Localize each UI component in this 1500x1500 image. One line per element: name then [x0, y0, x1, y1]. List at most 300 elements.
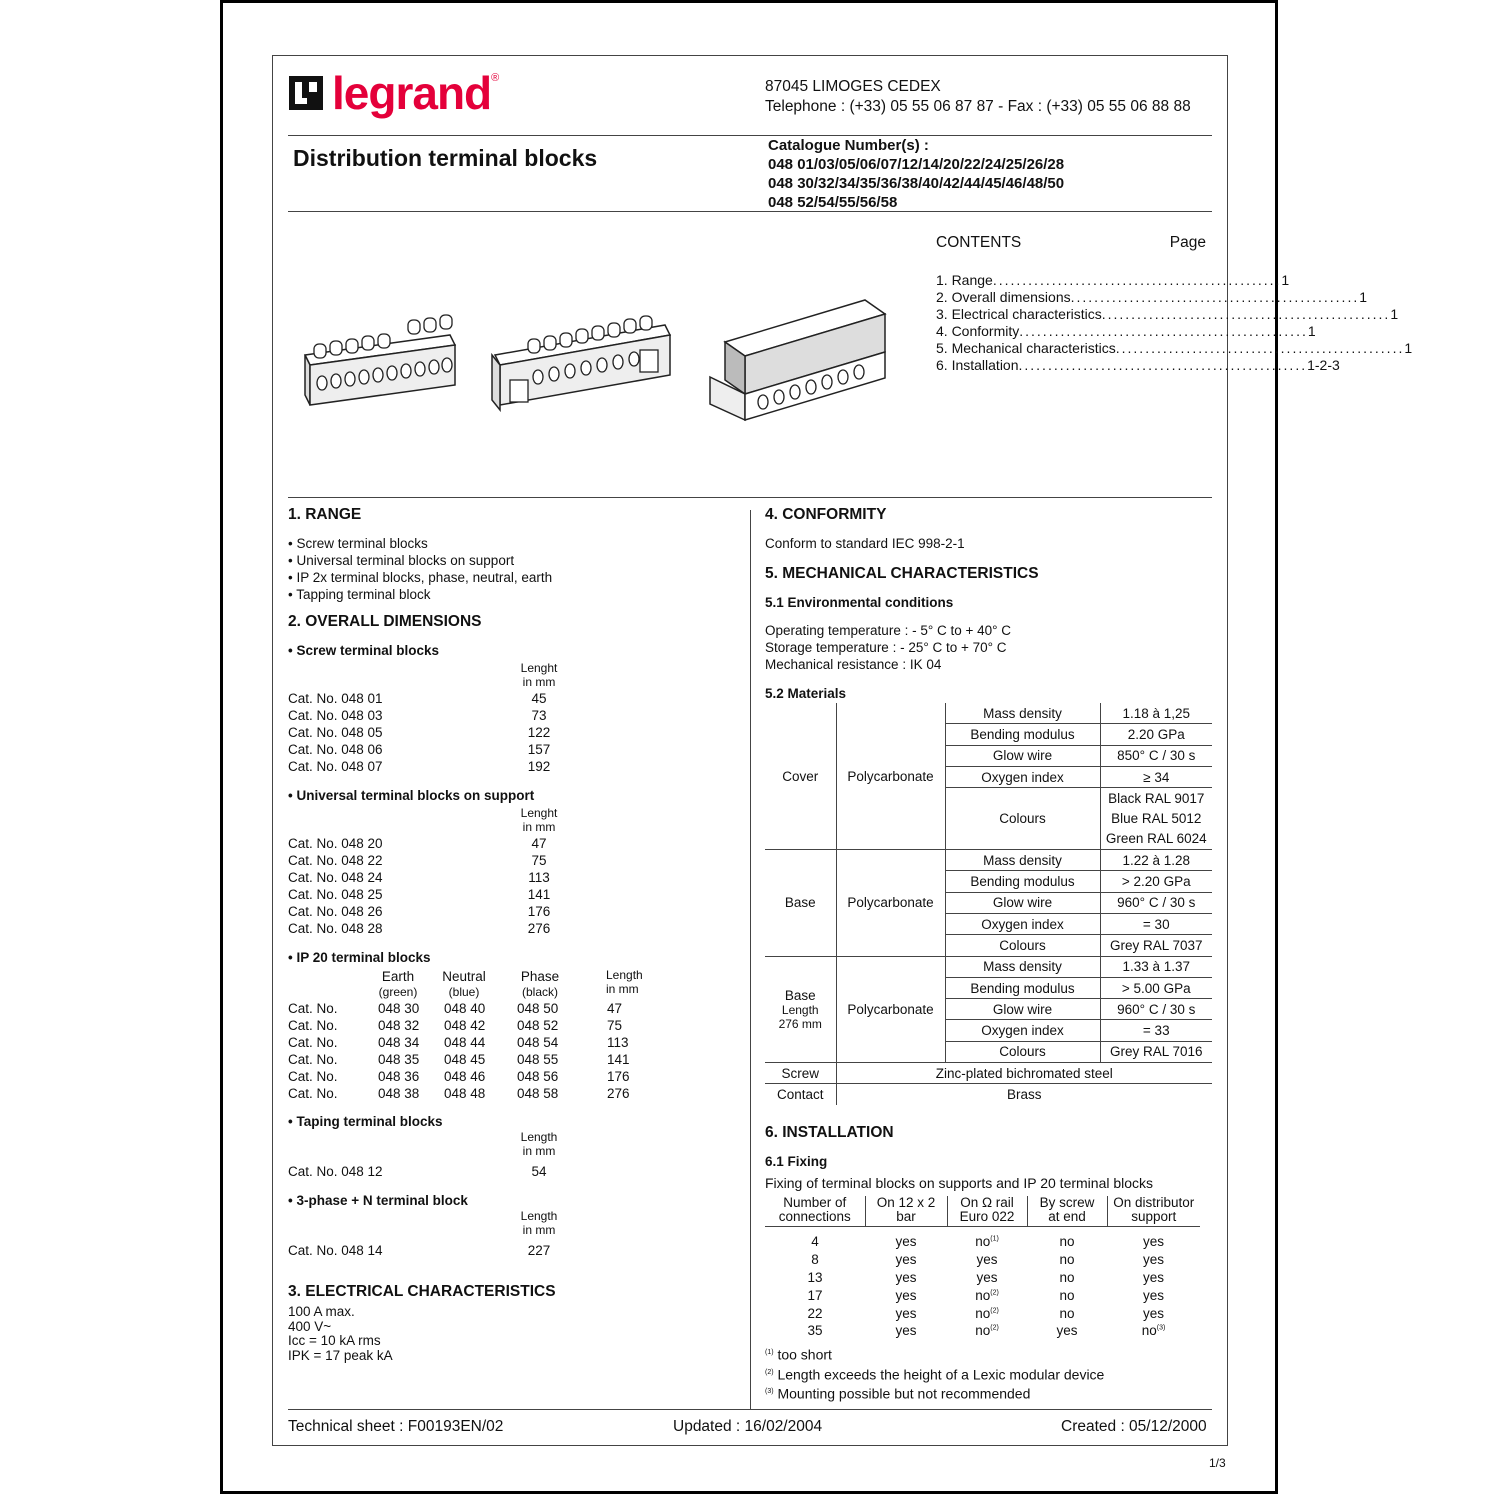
- cat-label: Cat. No.: [288, 1035, 338, 1050]
- technical-sheet-ref: Technical sheet : F00193EN/02: [288, 1418, 504, 1435]
- column-header: [1107, 1196, 1200, 1227]
- property-value: Grey RAL 7037: [1100, 935, 1212, 956]
- rail-value: no: [975, 1287, 991, 1303]
- length-value: 75: [607, 1018, 623, 1033]
- cat-label: Cat. No.: [288, 1052, 338, 1067]
- rail-cell: [947, 1286, 1027, 1304]
- cat-number: Cat. No. 048 25: [288, 887, 383, 902]
- toc-entry[interactable]: 4. Conformity ................................................. 1: [936, 323, 1316, 339]
- material-base-276: Polycarbonate: [836, 956, 945, 1062]
- contents-title: CONTENTS: [936, 234, 1022, 251]
- property-value: 1.18 à 1,25: [1100, 703, 1212, 724]
- dist-value: yes: [1142, 1287, 1164, 1303]
- header-line: at end: [1048, 1209, 1086, 1224]
- universal-blocks-table: [288, 835, 578, 937]
- dist-cell: [1107, 1251, 1200, 1269]
- part-note: 276 mm: [778, 1016, 822, 1031]
- table-row: [288, 741, 578, 758]
- header-colour: (green): [378, 985, 418, 999]
- table-row: [765, 1269, 1200, 1287]
- table-row: [765, 1322, 1200, 1340]
- rail-cell: [947, 1322, 1027, 1340]
- length-header: [500, 1130, 578, 1158]
- page-number: 1/3: [1209, 1456, 1226, 1470]
- header-line: connections: [778, 1209, 851, 1224]
- footnote-ref: (2): [990, 1324, 999, 1332]
- screw-blocks-title: • Screw terminal blocks: [288, 643, 440, 658]
- connections-count: 22: [807, 1305, 823, 1321]
- divider: [288, 497, 1212, 498]
- table-header-row: [765, 1196, 1200, 1227]
- section-mechanical-title: 5. MECHANICAL CHARACTERISTICS: [765, 565, 1039, 582]
- header-line: Number of: [783, 1195, 847, 1210]
- table-row: [765, 1084, 1212, 1105]
- header-colour: (black): [521, 985, 558, 999]
- footnote-ref: (2): [990, 1307, 999, 1315]
- screw-value: no: [1059, 1234, 1075, 1250]
- rail-cell: [947, 1251, 1027, 1269]
- catalogue-label: Catalogue Number(s) :: [768, 137, 929, 154]
- contents-page-label: Page: [1169, 234, 1206, 251]
- section-range-title: 1. RANGE: [288, 506, 362, 523]
- screw-value: no: [1059, 1252, 1075, 1268]
- range-item: • Screw terminal blocks: [288, 536, 428, 551]
- environment-title: 5.1 Environmental conditions: [765, 595, 954, 610]
- electrical-line: Icc = 10 kA rms: [288, 1333, 381, 1348]
- ip20-header-length: [606, 968, 666, 996]
- table-row: [288, 1163, 578, 1180]
- length-value: 113: [528, 870, 550, 885]
- table-row: [288, 920, 578, 937]
- cat-label: Cat. No.: [288, 1018, 338, 1033]
- screw-blocks-table: [288, 690, 578, 775]
- property-name: Mass density: [945, 850, 1100, 871]
- property-name: Bending modulus: [945, 724, 1100, 745]
- threephase-block-title: • 3-phase + N terminal block: [288, 1193, 468, 1208]
- table-row: [765, 1304, 1200, 1322]
- property-value: > 5.00 GPa: [1100, 977, 1212, 998]
- table-row: [288, 1034, 630, 1051]
- part-screw: Screw: [765, 1063, 836, 1084]
- footnote: [765, 1364, 1104, 1384]
- phase-number: 048 56: [517, 1069, 559, 1084]
- footnote-ref: (3): [1156, 1324, 1166, 1332]
- cat-number: Cat. No. 048 14: [288, 1243, 383, 1258]
- header-label: Length: [606, 968, 643, 982]
- neutral-number: 048 42: [444, 1018, 486, 1033]
- rail-value: no: [975, 1323, 991, 1339]
- rail-cell: [947, 1233, 1027, 1251]
- screw-terminal-block-illustration: [300, 300, 460, 410]
- length-value: 122: [527, 725, 551, 740]
- material-cover: Polycarbonate: [836, 703, 945, 850]
- rail-value: yes: [976, 1269, 998, 1285]
- toc-entry-label: 1. Range: [936, 272, 993, 288]
- toc-entry[interactable]: 5. Mechanical characteristics ................................................. 1: [936, 340, 1413, 356]
- neutral-number: 048 44: [444, 1035, 486, 1050]
- length-header-unit: in mm: [522, 675, 556, 689]
- table-row: [288, 690, 578, 707]
- section-conformity-title: 4. CONFORMITY: [765, 506, 887, 523]
- property-value: 2.20 GPa: [1100, 724, 1212, 745]
- cat-label: Cat. No.: [288, 1001, 338, 1016]
- length-value: 192: [527, 759, 551, 774]
- company-address: [765, 77, 1191, 117]
- length-value: 47: [531, 836, 547, 851]
- screw-value: no: [1059, 1305, 1075, 1321]
- created-date: Created : 05/12/2000: [1061, 1418, 1207, 1435]
- bar-value: yes: [895, 1269, 917, 1285]
- section-dimensions-title: 2. OVERALL DIMENSIONS: [288, 613, 482, 630]
- ip20-header-neutral: [434, 968, 494, 999]
- footnote-mark: (2): [765, 1368, 774, 1376]
- connections-count: 35: [807, 1323, 823, 1339]
- part-name: Base: [784, 987, 816, 1003]
- toc-entry-label: 3. Electrical characteristics: [936, 306, 1102, 322]
- divider: [288, 1409, 1212, 1410]
- property-name: Mass density: [945, 703, 1100, 724]
- toc-entry-label: 5. Mechanical characteristics: [936, 340, 1116, 356]
- bar-value: yes: [895, 1323, 917, 1339]
- length-header: [500, 806, 578, 834]
- fixing-text: Fixing of terminal blocks on supports and IP 20 terminal blocks: [765, 1175, 1154, 1191]
- contact-line: Telephone : (+33) 05 55 06 87 87 - Fax : (+33) 05 55 06 88 88: [765, 98, 1191, 115]
- cat-label: Cat. No.: [288, 1069, 338, 1084]
- ip20-header-earth: [368, 968, 428, 999]
- cat-label: Cat. No.: [288, 1086, 338, 1101]
- header-line: On Ω rail: [960, 1195, 1014, 1210]
- earth-number: 048 34: [378, 1035, 420, 1050]
- header-label: Earth: [381, 969, 415, 984]
- length-value: 47: [607, 1001, 623, 1016]
- length-value: 75: [531, 853, 547, 868]
- header-line: On 12 x 2: [876, 1195, 936, 1210]
- contact-material: Brass: [836, 1084, 1212, 1105]
- catalogue-line: 048 52/54/55/56/58: [768, 194, 898, 211]
- toc-entry-label: 2. Overall dimensions: [936, 289, 1071, 305]
- ip20-blocks-table: [288, 1000, 630, 1102]
- part-cover: Cover: [765, 703, 836, 850]
- cat-number: Cat. No. 048 03: [288, 708, 383, 723]
- neutral-number: 048 48: [444, 1086, 486, 1101]
- toc-entry[interactable]: 2. Overall dimensions ................................................. 1: [936, 289, 1368, 305]
- property-name: Colours: [945, 1041, 1100, 1062]
- toc-entry-page: 1: [1404, 340, 1413, 356]
- property-value: 1.22 à 1.28: [1100, 850, 1212, 871]
- length-value: 157: [527, 742, 551, 757]
- colour-value: Blue RAL 5012: [1100, 808, 1212, 828]
- table-of-contents: [936, 234, 1413, 374]
- length-header: [500, 1209, 578, 1237]
- cat-number: Cat. No. 048 22: [288, 853, 383, 868]
- header-line: bar: [896, 1209, 916, 1224]
- divider: [288, 211, 1212, 212]
- cat-number: Cat. No. 048 12: [288, 1164, 383, 1179]
- table-row: [288, 903, 578, 920]
- toc-entry-page: 1: [1281, 272, 1290, 288]
- environment-line: Operating temperature : - 5° C to + 40° C: [765, 623, 1012, 638]
- length-value: 141: [527, 887, 551, 902]
- table-row: [765, 1233, 1200, 1251]
- property-name: Colours: [945, 788, 1100, 850]
- length-value: 227: [527, 1243, 551, 1258]
- rail-value: no: [975, 1305, 991, 1321]
- connections-count: 13: [807, 1269, 823, 1285]
- table-row: [288, 1051, 630, 1068]
- ip20-header-phase: [510, 968, 570, 999]
- catalogue-line: 048 30/32/34/35/36/38/40/42/44/45/46/48/50: [768, 175, 1065, 192]
- header-label: Phase: [520, 969, 560, 984]
- toc-entry-page: 1: [1307, 323, 1316, 339]
- part-note: Length: [781, 1002, 819, 1017]
- electrical-line: IPK = 17 peak kA: [288, 1347, 393, 1363]
- cat-number: Cat. No. 048 28: [288, 921, 383, 936]
- divider: [288, 135, 1212, 136]
- footnote-text: Length exceeds the height of a Lexic modular device: [777, 1366, 1105, 1383]
- length-header-line: Length: [520, 1130, 558, 1144]
- cat-number: Cat. No. 048 06: [288, 742, 383, 757]
- phase-number: 048 55: [517, 1052, 559, 1067]
- table-row: [288, 835, 578, 852]
- earth-number: 048 38: [378, 1086, 420, 1101]
- toc-entry-page: 1-2-3: [1307, 357, 1340, 373]
- table-row: [765, 1063, 1212, 1084]
- column-header: [1027, 1196, 1107, 1227]
- dist-cell: [1107, 1286, 1200, 1304]
- environment-line: Mechanical resistance : IK 04: [765, 657, 942, 672]
- length-value: 276: [607, 1086, 630, 1101]
- bar-value: yes: [895, 1234, 917, 1250]
- property-value: = 30: [1100, 913, 1212, 934]
- dist-cell: [1107, 1233, 1200, 1251]
- toc-entry[interactable]: 6. Installation ................................................. 1-2-3: [936, 357, 1340, 373]
- range-list: [288, 535, 552, 603]
- environment-line: Storage temperature : - 25° C to + 70° C: [765, 640, 1007, 655]
- table-row: [288, 1017, 630, 1034]
- table-row: [288, 1085, 630, 1102]
- phase-number: 048 54: [517, 1035, 559, 1050]
- dist-cell: [1107, 1269, 1200, 1287]
- earth-number: 048 35: [378, 1052, 420, 1067]
- brand-registered-mark: ®: [491, 72, 500, 84]
- length-value: 73: [531, 708, 547, 723]
- part-base: Base: [765, 850, 836, 956]
- dist-value: yes: [1142, 1269, 1164, 1285]
- header-line: On distributor: [1113, 1195, 1195, 1210]
- cat-number: Cat. No. 048 20: [288, 836, 383, 851]
- range-item: • Universal terminal blocks on support: [288, 553, 515, 568]
- property-name: Glow wire: [945, 745, 1100, 766]
- footnote-text: too short: [777, 1346, 832, 1363]
- column-divider: [750, 510, 751, 1410]
- table-row: [288, 886, 578, 903]
- section-electrical-title: 3. ELECTRICAL CHARACTERISTICS: [288, 1283, 556, 1300]
- cat-number: Cat. No. 048 26: [288, 904, 383, 919]
- taping-blocks-table: [288, 1163, 578, 1180]
- table-row: [765, 850, 1212, 871]
- footnote-mark: (1): [765, 1349, 774, 1356]
- table-row: [288, 852, 578, 869]
- earth-number: 048 30: [378, 1001, 420, 1016]
- part-base-276: [765, 956, 836, 1062]
- length-value: 176: [607, 1069, 630, 1084]
- property-name: Glow wire: [945, 999, 1100, 1020]
- materials-table: [765, 703, 1212, 1105]
- table-row: [288, 707, 578, 724]
- phase-number: 048 50: [517, 1001, 559, 1016]
- property-name: Colours: [945, 935, 1100, 956]
- toc-entry-label: 4. Conformity: [936, 323, 1020, 339]
- table-row: [765, 1286, 1200, 1304]
- brand-name: legrand: [332, 67, 492, 119]
- electrical-line: 100 A max.: [288, 1304, 355, 1319]
- conformity-text: Conform to standard IEC 998-2-1: [765, 536, 965, 551]
- toc-entry[interactable]: 1. Range ................................................. 1: [936, 272, 1290, 288]
- table-row: [288, 869, 578, 886]
- material-base: Polycarbonate: [836, 850, 945, 956]
- legrand-logo: [288, 67, 500, 119]
- length-header-line: Length: [520, 1209, 558, 1223]
- toc-entry-page: 1: [1359, 289, 1368, 305]
- neutral-number: 048 45: [444, 1052, 486, 1067]
- column-header: [865, 1196, 947, 1227]
- property-value: ≥ 34: [1100, 766, 1212, 787]
- bar-value: yes: [895, 1305, 917, 1321]
- dist-cell: [1107, 1322, 1200, 1340]
- phase-number: 048 58: [517, 1086, 559, 1101]
- length-value: 141: [607, 1052, 630, 1067]
- property-name: Oxygen index: [945, 913, 1100, 934]
- rail-cell: [947, 1269, 1027, 1287]
- length-value: 45: [531, 691, 547, 706]
- property-value: > 2.20 GPa: [1100, 871, 1212, 892]
- catalogue-numbers: [768, 136, 1064, 212]
- ip20-blocks-title: • IP 20 terminal blocks: [288, 950, 431, 965]
- environment-values: [765, 622, 1011, 673]
- length-header-line: Lenght: [520, 661, 558, 675]
- bar-value: yes: [895, 1287, 917, 1303]
- property-name: Oxygen index: [945, 766, 1100, 787]
- catalogue-line: 048 01/03/05/06/07/12/14/20/22/24/25/26/28: [768, 156, 1065, 173]
- part-contact: Contact: [776, 1086, 824, 1102]
- neutral-number: 048 46: [444, 1069, 486, 1084]
- connections-count: 4: [811, 1234, 819, 1250]
- table-row: [765, 703, 1212, 724]
- bar-value: yes: [895, 1252, 917, 1268]
- footnote: [765, 1383, 1104, 1403]
- rail-cell: [947, 1304, 1027, 1322]
- property-name: Mass density: [945, 956, 1100, 977]
- cat-number: Cat. No. 048 05: [288, 725, 383, 740]
- earth-number: 048 36: [378, 1069, 420, 1084]
- electrical-line: 400 V~: [288, 1318, 332, 1334]
- toc-entry-page: 1: [1390, 306, 1399, 322]
- footnote-mark: (3): [765, 1388, 774, 1396]
- column-header: [947, 1196, 1027, 1227]
- property-value: 850° C / 30 s: [1100, 745, 1212, 766]
- property-value: 960° C / 30 s: [1100, 892, 1212, 913]
- header-unit: in mm: [606, 982, 639, 996]
- header-line: support: [1131, 1209, 1177, 1224]
- connections-count: 8: [811, 1252, 819, 1268]
- fixing-table: [765, 1196, 1200, 1340]
- toc-entry-label: 6. Installation: [936, 357, 1019, 373]
- length-header: [500, 661, 578, 689]
- updated-date: Updated : 16/02/2004: [673, 1418, 823, 1435]
- dist-value: yes: [1142, 1305, 1164, 1321]
- length-header-unit: in mm: [522, 820, 556, 834]
- table-row: [765, 956, 1212, 977]
- property-name: Bending modulus: [945, 977, 1100, 998]
- dist-value: no: [1141, 1323, 1157, 1339]
- dist-value: yes: [1142, 1234, 1164, 1250]
- range-item: • Tapping terminal block: [288, 587, 431, 602]
- table-row: [288, 758, 578, 775]
- property-value: 960° C / 30 s: [1100, 999, 1212, 1020]
- cat-number: Cat. No. 048 24: [288, 870, 383, 885]
- length-value: 176: [527, 904, 551, 919]
- table-row: [288, 1068, 630, 1085]
- table-row: [765, 1251, 1200, 1269]
- length-value: 54: [531, 1164, 547, 1179]
- address-line: 87045 LIMOGES CEDEX: [765, 78, 941, 95]
- header-line: Euro 022: [959, 1209, 1015, 1224]
- length-header-unit: in mm: [522, 1223, 556, 1237]
- footnote-ref: (2): [990, 1289, 999, 1297]
- rail-value: yes: [976, 1252, 998, 1268]
- length-value: 113: [607, 1035, 629, 1050]
- universal-terminal-block-illustration: [490, 295, 675, 415]
- colour-value: Black RAL 9017: [1100, 788, 1212, 809]
- universal-blocks-title: • Universal terminal blocks on support: [288, 788, 535, 803]
- length-header-line: Lenght: [520, 806, 558, 820]
- cat-number: Cat. No. 048 01: [288, 691, 383, 706]
- header-colour: (blue): [448, 985, 480, 999]
- table-row: [288, 1000, 630, 1017]
- document-title: Distribution terminal blocks: [293, 145, 598, 171]
- table-row: [288, 1242, 578, 1259]
- cat-number: Cat. No. 048 07: [288, 759, 383, 774]
- property-value: Grey RAL 7016: [1100, 1041, 1212, 1062]
- toc-entry[interactable]: 3. Electrical characteristics ................................................. 1: [936, 306, 1399, 322]
- dist-value: yes: [1142, 1252, 1164, 1268]
- column-header: [765, 1196, 865, 1227]
- length-value: 276: [527, 921, 551, 936]
- neutral-number: 048 40: [444, 1001, 486, 1016]
- screw-material: Zinc-plated bichromated steel: [836, 1063, 1212, 1084]
- fixing-title: 6.1 Fixing: [765, 1154, 828, 1169]
- connections-count: 17: [807, 1287, 823, 1303]
- earth-number: 048 32: [378, 1018, 420, 1033]
- property-name: Glow wire: [945, 892, 1100, 913]
- section-installation-title: 6. INSTALLATION: [765, 1124, 894, 1141]
- footnotes: [765, 1344, 1104, 1403]
- property-value: 1.33 à 1.37: [1100, 956, 1212, 977]
- footnote-ref: (1): [990, 1235, 999, 1243]
- length-header-unit: in mm: [522, 1144, 556, 1158]
- screw-value: no: [1059, 1287, 1075, 1303]
- property-value: = 33: [1100, 1020, 1212, 1041]
- footnote-text: Mounting possible but not recommended: [777, 1385, 1031, 1402]
- header-line: By screw: [1039, 1195, 1095, 1210]
- dist-cell: [1107, 1304, 1200, 1322]
- property-name: Oxygen index: [945, 1020, 1100, 1041]
- ip20-terminal-block-illustration: [705, 292, 895, 422]
- legrand-logo-icon: [288, 75, 324, 111]
- rail-value: no: [975, 1234, 991, 1250]
- threephase-block-table: [288, 1242, 578, 1259]
- screw-value: no: [1059, 1269, 1075, 1285]
